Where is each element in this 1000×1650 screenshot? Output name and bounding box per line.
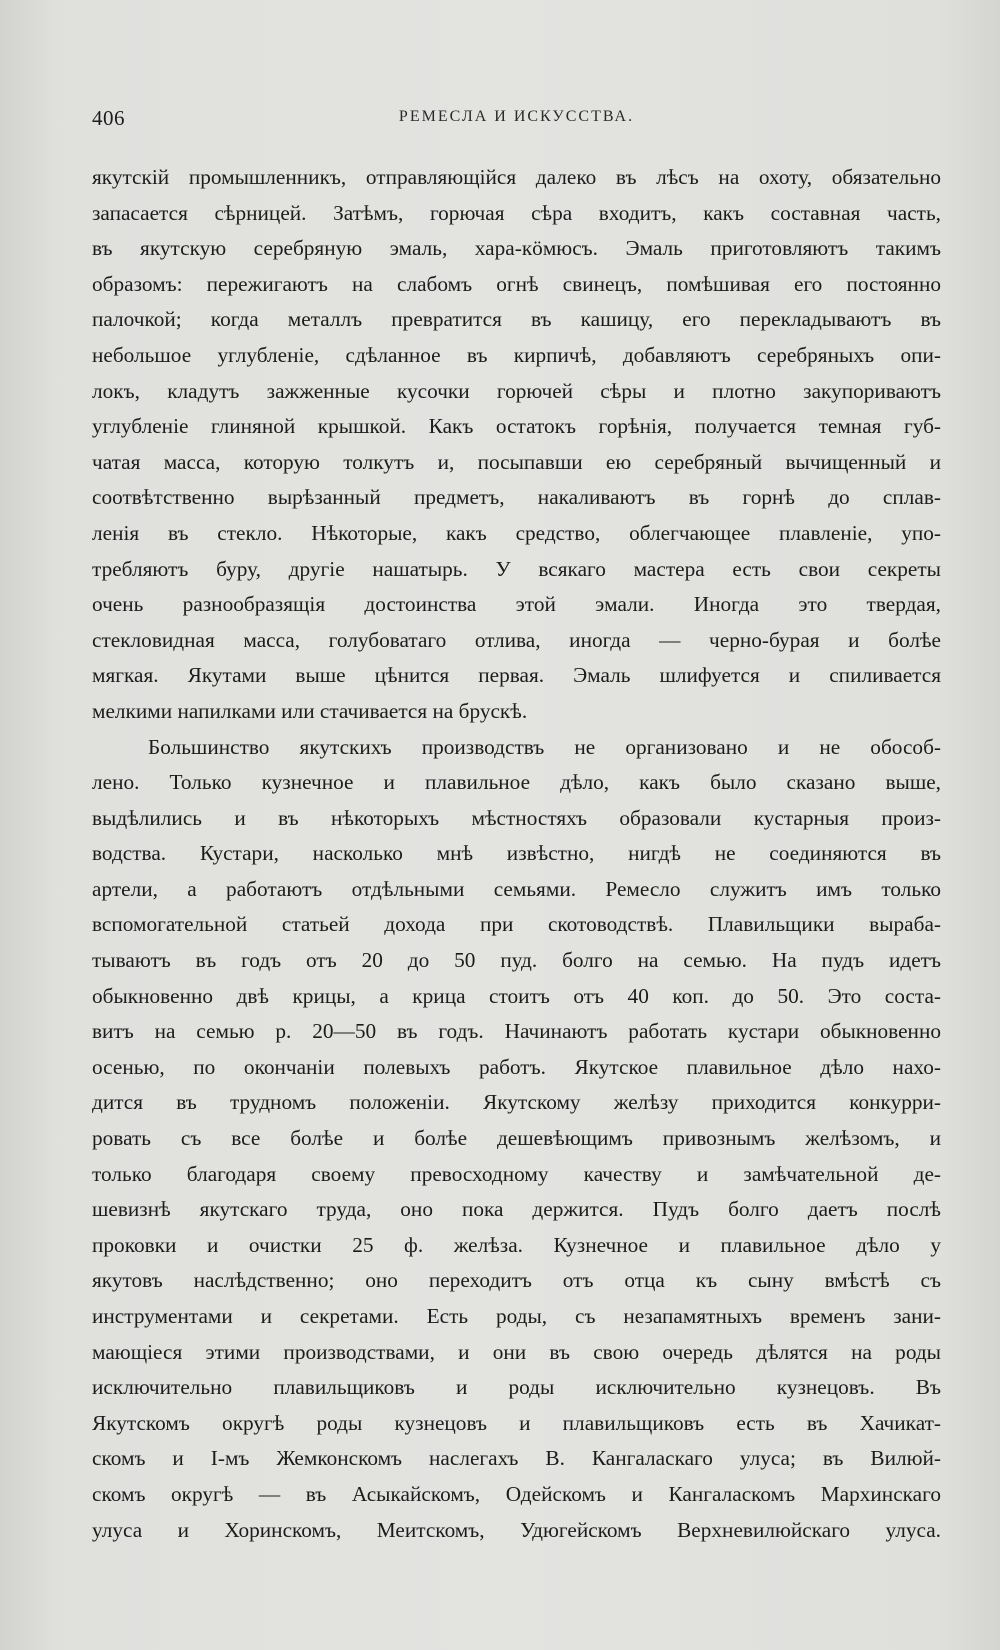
text-line: исключительно плавильщиковъ и роды исключительно кузнецовъ. Въ	[92, 1375, 941, 1400]
text-line: мающіеся этими производствами, и они въ свою очередь дѣлятся на роды	[92, 1339, 941, 1364]
paragraph-2	[92, 730, 941, 1549]
text-line: скомъ и I-мъ Жемконскомъ наслегахъ В. Кангаласкаго улуса; въ Вилюй-	[92, 1446, 941, 1471]
text-line: мелкими напилками или стачивается на брускѣ.	[92, 698, 528, 723]
paragraph-1	[92, 160, 941, 730]
text-line: осенью, по окончаніи полевыхъ работъ. Якутское плавильное дѣло нахо-	[92, 1054, 941, 1079]
text-line: локъ, кладутъ зажженные кусочки горючей сѣры и плотно закупориваютъ	[92, 378, 941, 403]
text-line: чатая масса, которую толкутъ и, посыпавши ею серебряный вычищенный и	[92, 449, 941, 474]
text-line: углубленіе глиняной крышкой. Какъ остатокъ горѣнія, получается темная губ-	[92, 414, 941, 439]
text-line: якутскій промышленникъ, отправляющійся далеко въ лѣсъ на охоту, обязательно	[92, 165, 941, 189]
page-header	[92, 106, 941, 136]
text-line: мягкая. Якутами выше цѣнится первая. Эмаль шлифуется и спиливается	[92, 663, 941, 688]
text-line: улуса и Хоринскомъ, Меитскомъ, Удюгейскомъ Верхневилюйскаго улуса.	[92, 1517, 941, 1542]
text-line: дится въ трудномъ положеніи. Якутскому желѣзу приходится конкурри-	[92, 1090, 941, 1115]
text-line: образомъ: пережигаютъ на слабомъ огнѣ свинецъ, помѣшивая его постоянно	[92, 271, 941, 296]
page-number: 406	[92, 106, 125, 130]
text-line: инструментами и секретами. Есть роды, съ незапамятныхъ временъ зани-	[92, 1304, 941, 1328]
text-line: очень разнообразящія достоинства этой эмали. Иногда это твердая,	[92, 592, 941, 617]
text-line: Большинство якутскихъ производствъ не организовано и не обособ-	[148, 734, 941, 759]
text-line: Якутскомъ округѣ роды кузнецовъ и плавильщиковъ есть въ Хачикат-	[92, 1410, 941, 1435]
text-line: лено. Только кузнечное и плавильное дѣло, какъ было сказано выше,	[92, 770, 941, 795]
running-title: РЕМЕСЛА И ИСКУССТВА.	[398, 108, 635, 125]
text-line: въ якутскую серебряную эмаль, хара-кӧмюсъ. Эмаль приготовляютъ такимъ	[92, 236, 941, 261]
text-line: палочкой; когда металлъ превратится въ кашицу, его перекладываютъ въ	[92, 307, 941, 332]
text-line: скомъ округѣ — въ Асыкайскомъ, Одейскомъ и Кангаласкомъ Мархинскаго	[92, 1481, 941, 1506]
text-line: ленія въ стекло. Нѣкоторые, какъ средство, облегчающее плавленіе, упо-	[92, 520, 941, 545]
text-line: запасается сѣрницей. Затѣмъ, горючая сѣра входитъ, какъ составная часть,	[92, 200, 941, 225]
text-line: выдѣлились и въ нѣкоторыхъ мѣстностяхъ образовали кустарныя произ-	[92, 805, 941, 830]
text-line: небольшое углубленіе, сдѣланное въ кирпичѣ, добавляютъ серебряныхъ опи-	[92, 342, 941, 367]
text-line: ровать съ все болѣе и болѣе дешевѣющимъ привознымъ желѣзомъ, и	[92, 1126, 941, 1151]
text-line: артели, а работаютъ отдѣльными семьями. Ремесло служитъ имъ только	[92, 876, 941, 901]
text-line: обыкновенно двѣ крицы, а крица стоитъ отъ 40 коп. до 50. Это соста-	[92, 983, 941, 1008]
text-line: шевизнѣ якутскаго труда, оно пока держится. Пудъ болго даетъ послѣ	[92, 1197, 941, 1222]
text-line: только благодаря своему превосходному качеству и замѣчательной де-	[92, 1161, 941, 1186]
text-line: соотвѣтственно вырѣзанный предметъ, накаливаютъ въ горнѣ до сплав-	[92, 485, 941, 510]
text-line: проковки и очистки 25 ф. желѣза. Кузнечное и плавильное дѣло у	[92, 1232, 941, 1257]
text-line: вспомогательной статьей дохода при скотоводствѣ. Плавильщики выраба-	[92, 912, 941, 937]
text-line: стекловидная масса, голубоватаго отлива, иногда — черно-бурая и болѣе	[92, 627, 941, 652]
body-text	[92, 160, 941, 1548]
text-line: якутовъ наслѣдственно; оно переходитъ отъ отца къ сыну вмѣстѣ съ	[92, 1268, 941, 1293]
text-line: тываютъ въ годъ отъ 20 до 50 пуд. болго на семью. На пудъ идетъ	[92, 948, 941, 973]
text-line: витъ на семью р. 20—50 въ годъ. Начинаютъ работать кустари обыкновенно	[92, 1019, 941, 1044]
text-line: требляютъ буру, другіе нашатырь. У всякаго мастера есть свои секреты	[92, 556, 941, 581]
text-line: водства. Кустари, насколько мнѣ извѣстно, нигдѣ не соединяются въ	[92, 841, 941, 866]
